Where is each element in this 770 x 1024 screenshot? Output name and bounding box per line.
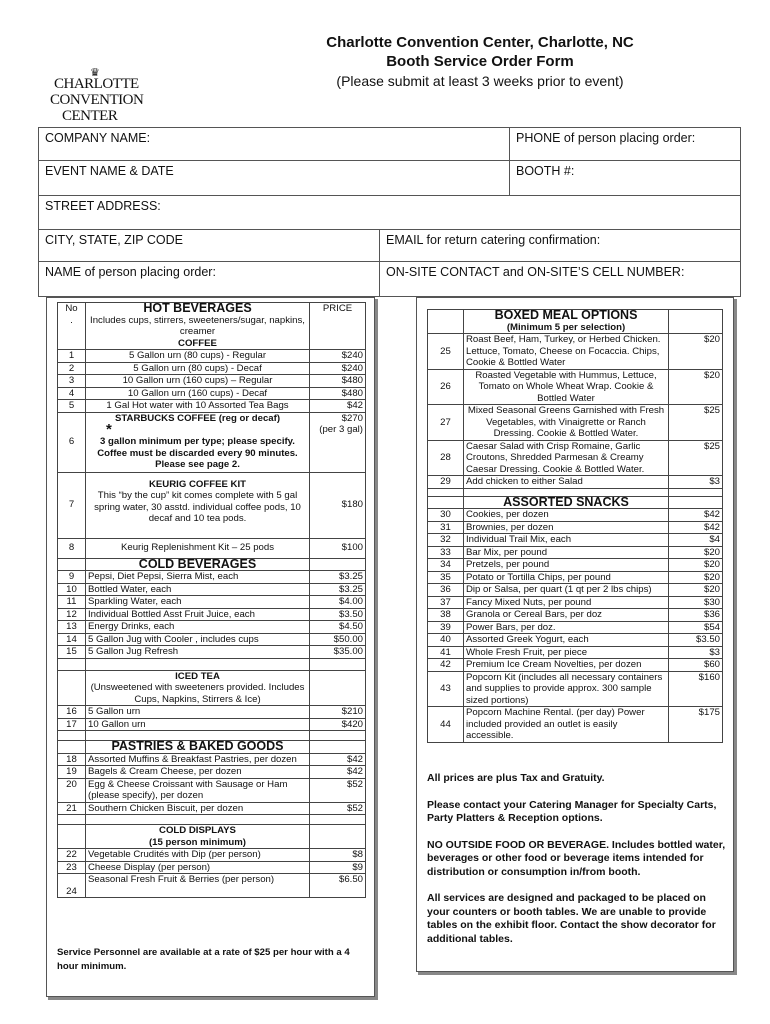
item-description: Popcorn Machine Rental. (per day) Power included provided an outlet is easily accessible. xyxy=(464,707,669,743)
item-description: Roast Beef, Ham, Turkey, or Herbed Chicken. Lettuce, Tomato, Cheese on Focaccia. Chips, Cookie & Bottled Water xyxy=(464,334,669,370)
item-price: $20 xyxy=(669,546,723,559)
item-description: 5 Gallon Jug with Cooler , includes cups xyxy=(86,633,310,646)
boxed-meal-row[interactable] xyxy=(428,334,723,370)
keurig-desc: This “by the cup” kit comes complete with 5 gal spring water, 30 asstd. individual coffee pods, 10 decaf and 10 tea pods. xyxy=(94,490,301,524)
item-price: $480 xyxy=(310,387,366,400)
item-number: 35 xyxy=(428,571,464,584)
item-number: 20 xyxy=(58,778,86,802)
cold-displays-subtitle: (15 person minimum) xyxy=(148,836,247,848)
starbucks-note: 3 gallon minimum per type; please specify. Coffee must be discarded every 90 minutes. Please see page 2. xyxy=(97,436,298,470)
item-price: $4 xyxy=(669,534,723,547)
item-price: $42 xyxy=(669,509,723,522)
keurig-refill-row[interactable] xyxy=(58,538,366,558)
hot-beverages-desc: Includes cups, stirrers, sweeteners/sugar, napkins, creamer xyxy=(90,314,305,337)
item-price: $3.25 xyxy=(310,583,366,596)
item-description: Whole Fresh Fruit, per piece xyxy=(464,646,669,659)
boxed-meal-row[interactable] xyxy=(428,405,723,441)
item-price: $3.25 xyxy=(310,571,366,584)
cold-displays-title: COLD DISPLAYS xyxy=(159,825,236,836)
item-description: Dip or Salsa, per quart (1 qt per 2 lbs chips) xyxy=(464,584,669,597)
form-title: Booth Service Order Form xyxy=(386,53,574,70)
item-number: 15 xyxy=(58,646,86,659)
pastry-row[interactable] xyxy=(58,753,366,766)
item-description: 10 Gallon urn (160 cups) - Decaf xyxy=(86,387,310,400)
item-price: $20 xyxy=(669,584,723,597)
keurig-title: KEURIG COFFEE KIT xyxy=(148,478,246,490)
item-number: 28 xyxy=(428,440,464,476)
item-price: $3 xyxy=(669,646,723,659)
item-number: 12 xyxy=(58,608,86,621)
item-description: Brownies, per dozen xyxy=(464,521,669,534)
item-price: $25 xyxy=(669,405,723,441)
item-price: $3.50 xyxy=(310,608,366,621)
item-description: Southern Chicken Biscuit, per dozen xyxy=(86,802,310,815)
item-number: 44 xyxy=(428,707,464,743)
cold-beverage-row[interactable] xyxy=(58,621,366,634)
price-note: (per 3 gal) xyxy=(319,424,363,435)
item-price: $210 xyxy=(310,706,366,719)
item-number: 2 xyxy=(58,362,86,375)
item-price: $42 xyxy=(310,400,366,413)
item-description: Assorted Greek Yogurt, each xyxy=(464,634,669,647)
charlotte-convention-center-logo xyxy=(50,66,148,126)
item-description: Individual Bottled Asst Fruit Juice, each xyxy=(86,608,310,621)
snack-row[interactable] xyxy=(428,621,723,634)
item-number: 27 xyxy=(428,405,464,441)
item-price: $52 xyxy=(310,802,366,815)
item-description: Egg & Cheese Croissant with Sausage or Ham (please specify), per dozen xyxy=(86,778,310,802)
item-price: $480 xyxy=(310,375,366,388)
item-number: 17 xyxy=(58,718,86,731)
pastry-row[interactable] xyxy=(58,778,366,802)
logo-line-3: CENTER xyxy=(62,108,118,124)
pastries-title: PASTRIES & BAKED GOODS xyxy=(111,739,284,753)
item-description: Bagels & Cream Cheese, per dozen xyxy=(86,766,310,779)
starbucks-row[interactable] xyxy=(58,412,366,472)
item-price: $3 xyxy=(669,476,723,489)
item-number: 14 xyxy=(58,633,86,646)
item-price: $25 xyxy=(669,440,723,476)
item-description: 10 Gallon urn xyxy=(86,718,310,731)
cold-beverage-row[interactable] xyxy=(58,646,366,659)
item-price: $180 xyxy=(310,472,366,538)
cold-display-row[interactable] xyxy=(58,874,366,898)
item-number: 42 xyxy=(428,659,464,672)
iced-tea-desc: (Unsweetened with sweeteners provided. Includes Cups, Napkins, Stirrers & Ice) xyxy=(90,682,305,705)
coffee-row[interactable] xyxy=(58,387,366,400)
crown-icon: ♛ xyxy=(90,67,100,79)
item-description: Bar Mix, per pound xyxy=(464,546,669,559)
event-name-field[interactable]: EVENT NAME & DATE xyxy=(45,164,174,178)
item-number: 16 xyxy=(58,706,86,719)
item-number: 23 xyxy=(58,861,86,874)
policy-note: Please contact your Catering Manager for Specialty Carts, Party Platters & Reception options. xyxy=(427,798,717,824)
logo-line-1: CHARLOTTE xyxy=(54,76,139,92)
item-number: 9 xyxy=(58,571,86,584)
item-price: $9 xyxy=(310,861,366,874)
item-price: $42 xyxy=(310,753,366,766)
right-notes xyxy=(427,772,727,959)
item-number: 30 xyxy=(428,509,464,522)
item-description: Seasonal Fresh Fruit & Berries (per person) xyxy=(86,874,310,898)
item-number: 10 xyxy=(58,583,86,596)
snack-row[interactable] xyxy=(428,521,723,534)
item-price: $60 xyxy=(669,659,723,672)
boxed-meal-row[interactable] xyxy=(428,440,723,476)
cold-beverage-row[interactable] xyxy=(58,633,366,646)
item-price: $6.50 xyxy=(310,874,366,898)
item-number: 4 xyxy=(58,387,86,400)
item-number: 25 xyxy=(428,334,464,370)
item-price: $240 xyxy=(310,350,366,363)
item-price: $36 xyxy=(669,609,723,622)
item-price: $175 xyxy=(669,707,723,743)
snack-row[interactable] xyxy=(428,671,723,707)
cold-beverage-row[interactable] xyxy=(58,596,366,609)
snack-row[interactable] xyxy=(428,559,723,572)
item-number: 18 xyxy=(58,753,86,766)
item-number: 5 xyxy=(58,400,86,413)
snack-row[interactable] xyxy=(428,659,723,672)
asterisk-icon: * xyxy=(106,421,112,438)
item-price: $42 xyxy=(669,521,723,534)
coffee-subtitle: COFFEE xyxy=(178,337,217,349)
item-price: $20 xyxy=(669,559,723,572)
item-description: Premium Ice Cream Novelties, per dozen xyxy=(464,659,669,672)
item-description: Bottled Water, each xyxy=(86,583,310,596)
pastry-row[interactable] xyxy=(58,802,366,815)
orderer-name-field[interactable]: NAME of person placing order: xyxy=(45,265,216,279)
company-name-field[interactable]: COMPANY NAME: xyxy=(45,131,151,145)
snack-row[interactable] xyxy=(428,584,723,597)
item-description: Potato or Tortilla Chips, per pound xyxy=(464,571,669,584)
assorted-snacks-title: ASSORTED SNACKS xyxy=(503,494,629,509)
item-description: Cookies, per dozen xyxy=(464,509,669,522)
item-price: $20 xyxy=(669,571,723,584)
cold-display-row[interactable] xyxy=(58,849,366,862)
right-menu-table xyxy=(427,309,723,743)
snack-row[interactable] xyxy=(428,646,723,659)
price-header: PRICE xyxy=(310,303,366,350)
item-description: 5 Gallon urn (80 cups) - Regular xyxy=(86,350,310,363)
snack-row[interactable] xyxy=(428,546,723,559)
item-number: 38 xyxy=(428,609,464,622)
email-field[interactable]: EMAIL for return catering confirmation: xyxy=(379,230,740,261)
item-number: 22 xyxy=(58,849,86,862)
item-number: 36 xyxy=(428,584,464,597)
item-number: 43 xyxy=(428,671,464,707)
item-description: Individual Trail Mix, each xyxy=(464,534,669,547)
snack-row[interactable] xyxy=(428,571,723,584)
policy-note: All services are designed and packaged to be placed on your counters or booth tables. We are unable to provide tables on the exhibit floor. Contact the show decorator for additional tables. xyxy=(427,892,716,945)
phone-field[interactable]: PHONE of person placing order: xyxy=(509,128,740,160)
booth-field[interactable]: BOOTH #: xyxy=(509,161,740,195)
item-description: 5 Gallon Jug Refresh xyxy=(86,646,310,659)
item-description: Roasted Vegetable with Hummus, Lettuce, Tomato on Whole Wheat Wrap. Cookie & Bottled Water xyxy=(464,369,669,405)
item-description: Granola or Cereal Bars, per doz xyxy=(464,609,669,622)
item-number: 13 xyxy=(58,621,86,634)
item-price: $100 xyxy=(310,538,366,558)
snack-row[interactable] xyxy=(428,534,723,547)
boxed-meal-row[interactable] xyxy=(428,476,723,489)
item-price: $54 xyxy=(669,621,723,634)
item-description: Caesar Salad with Crisp Romaine, Garlic Croutons, Shredded Parmesan & Creamy Caesar Dressing. Cookie & Bottled Water. xyxy=(464,440,669,476)
form-subtitle: (Please submit at least 3 weeks prior to event) xyxy=(336,73,624,89)
item-description: Vegetable Crudités with Dip (per person) xyxy=(86,849,310,862)
item-price: $30 xyxy=(669,596,723,609)
hot-beverages-title: HOT BEVERAGES xyxy=(143,301,252,315)
item-price: $20 xyxy=(669,334,723,370)
cold-beverages-title: COLD BEVERAGES xyxy=(138,556,257,571)
item-description: Mixed Seasonal Greens Garnished with Fresh Vegetables, with Vinaigrette or Ranch Dressing. Cookie & Bottled Water. xyxy=(464,405,669,441)
snack-row[interactable] xyxy=(428,609,723,622)
item-number: 21 xyxy=(58,802,86,815)
policy-note: All prices are plus Tax and Gratuity. xyxy=(427,772,605,784)
item-description: Sparkling Water, each xyxy=(86,596,310,609)
iced-tea-row[interactable] xyxy=(58,706,366,719)
item-price: $270 xyxy=(341,412,363,424)
item-price: $3.50 xyxy=(669,634,723,647)
item-number: 33 xyxy=(428,546,464,559)
item-description: Pretzels, per pound xyxy=(464,559,669,572)
starbucks-title: STARBUCKS COFFEE (reg or decaf) xyxy=(114,412,281,424)
item-number: 40 xyxy=(428,634,464,647)
item-description: Cheese Display (per person) xyxy=(86,861,310,874)
item-number: 6 xyxy=(58,412,86,472)
coffee-row[interactable] xyxy=(58,375,366,388)
snack-row[interactable] xyxy=(428,596,723,609)
pastry-row[interactable] xyxy=(58,766,366,779)
cold-beverage-row[interactable] xyxy=(58,571,366,584)
boxed-meal-row[interactable] xyxy=(428,369,723,405)
item-price: $20 xyxy=(669,369,723,405)
item-number: 7 xyxy=(58,472,86,538)
item-description: 1 Gal Hot water with 10 Assorted Tea Bags xyxy=(86,400,310,413)
form-venue-title: Charlotte Convention Center, Charlotte, NC xyxy=(326,34,634,51)
keurig-row[interactable] xyxy=(58,472,366,538)
item-description: Power Bars, per doz. xyxy=(464,621,669,634)
snack-row[interactable] xyxy=(428,509,723,522)
item-price: $50.00 xyxy=(310,633,366,646)
item-description: Energy Drinks, each xyxy=(86,621,310,634)
item-price: $160 xyxy=(669,671,723,707)
item-number: 26 xyxy=(428,369,464,405)
logo-line-2: CONVENTION xyxy=(50,92,144,108)
item-description: 5 Gallon urn xyxy=(86,706,310,719)
item-number: 32 xyxy=(428,534,464,547)
item-price: $420 xyxy=(310,718,366,731)
street-address-field[interactable]: STREET ADDRESS: xyxy=(45,199,161,213)
item-price: $4.50 xyxy=(310,621,366,634)
boxed-meal-subtitle: (Minimum 5 per selection) xyxy=(506,321,626,333)
item-number: 29 xyxy=(428,476,464,489)
item-number: 39 xyxy=(428,621,464,634)
coffee-row[interactable] xyxy=(58,400,366,413)
cold-display-row[interactable] xyxy=(58,861,366,874)
item-number: 11 xyxy=(58,596,86,609)
item-number: 31 xyxy=(428,521,464,534)
item-number: 3 xyxy=(58,375,86,388)
item-price: $52 xyxy=(310,778,366,802)
item-description: 10 Gallon urn (160 cups) – Regular xyxy=(86,375,310,388)
iced-tea-title: ICED TEA xyxy=(175,670,220,682)
item-number: 37 xyxy=(428,596,464,609)
cold-beverage-row[interactable] xyxy=(58,583,366,596)
cold-beverage-row[interactable] xyxy=(58,608,366,621)
item-description: Pepsi, Diet Pepsi, Sierra Mist, each xyxy=(86,571,310,584)
item-number: 19 xyxy=(58,766,86,779)
iced-tea-row[interactable] xyxy=(58,718,366,731)
item-description: Assorted Muffins & Breakfast Pastries, per dozen xyxy=(86,753,310,766)
item-number: 41 xyxy=(428,646,464,659)
snack-row[interactable] xyxy=(428,634,723,647)
onsite-contact-field[interactable]: ON-SITE CONTACT and ON-SITE’S CELL NUMBER: xyxy=(379,262,740,297)
item-price: $8 xyxy=(310,849,366,862)
item-price: $35.00 xyxy=(310,646,366,659)
service-personnel-note: Service Personnel are available at a rate of $25 per hour with a 4 hour minimum. xyxy=(57,947,350,972)
item-price: $240 xyxy=(310,362,366,375)
item-description: Popcorn Kit (includes all necessary containers and supplies to provide approx. 300 sample sized portions) xyxy=(464,671,669,707)
coffee-row[interactable] xyxy=(58,362,366,375)
item-description: 5 Gallon urn (80 cups) - Decaf xyxy=(86,362,310,375)
left-menu-table xyxy=(57,302,366,898)
item-number: 8 xyxy=(58,538,86,558)
item-price: $42 xyxy=(310,766,366,779)
boxed-meal-title: BOXED MEAL OPTIONS xyxy=(494,308,638,322)
item-number: 34 xyxy=(428,559,464,572)
item-description: Add chicken to either Salad xyxy=(464,476,669,489)
item-description: Keurig Replenishment Kit – 25 pods xyxy=(86,538,310,558)
item-price: $4.00 xyxy=(310,596,366,609)
contact-info-block xyxy=(38,127,741,297)
item-description: Fancy Mixed Nuts, per pound xyxy=(464,596,669,609)
snack-row[interactable] xyxy=(428,707,723,743)
item-number: 24 xyxy=(58,874,86,898)
policy-note: NO OUTSIDE FOOD OR BEVERAGE. Includes bottled water, beverages or other food or beverage items intended for distribution or consumption in/from booth. xyxy=(427,838,726,878)
city-state-zip-field[interactable]: CITY, STATE, ZIP CODE xyxy=(45,233,183,247)
coffee-row[interactable] xyxy=(58,350,366,363)
col-no-header: No . xyxy=(58,303,86,350)
item-number: 1 xyxy=(58,350,86,363)
